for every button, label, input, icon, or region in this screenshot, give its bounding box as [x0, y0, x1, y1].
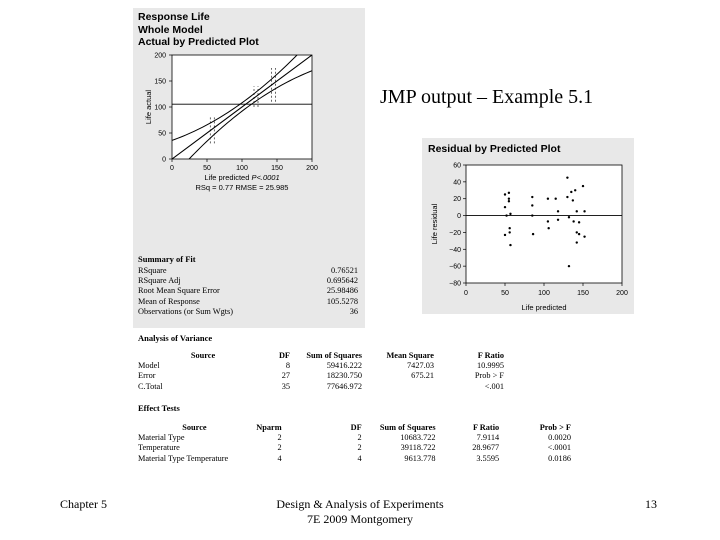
effect-cell: 0.0186	[548, 453, 571, 463]
residual-point	[555, 198, 557, 200]
effect-header: Prob > F	[539, 423, 571, 432]
residual-point	[508, 192, 510, 194]
residual-xtick-label: 200	[616, 290, 628, 297]
anova-cell: Prob > F	[474, 371, 504, 381]
residual-point	[504, 234, 506, 236]
anova-cell: Error	[138, 371, 156, 381]
anova-cell	[362, 382, 434, 392]
residual-xlabel: Life predicted	[521, 303, 567, 312]
summary-of-fit-title: Summary of Fit	[138, 254, 196, 264]
actual-xtick-label: 100	[236, 165, 248, 172]
residual-plot-area	[466, 165, 622, 283]
summary-row	[138, 266, 358, 276]
footer-chapter: Chapter 5	[60, 497, 107, 511]
residual-point	[509, 244, 511, 246]
residual-ytick-label: 60	[453, 162, 461, 170]
effect-cell: 4	[357, 453, 362, 463]
residual-point	[508, 231, 510, 233]
anova-table	[138, 351, 504, 392]
anova-cell: 8	[285, 361, 290, 371]
anova-header: F Ratio	[477, 351, 504, 360]
residual-point	[568, 216, 570, 218]
residual-xtick-label: 50	[501, 290, 509, 297]
summary-value: 0.695642	[326, 276, 358, 286]
effect-row	[138, 443, 571, 453]
actual-xlabel	[204, 173, 279, 182]
residual-point	[574, 189, 576, 191]
residual-point	[547, 227, 549, 229]
summary-label: Observations (or Sum Wgts)	[138, 306, 234, 316]
residual-xtick-label: 100	[538, 290, 550, 297]
anova-cell: C.Total	[138, 381, 163, 391]
residual-ytick-label: 0	[457, 213, 461, 221]
residual-point	[578, 233, 580, 235]
residual-point	[572, 199, 574, 201]
residual-ytick-label: −20	[449, 229, 461, 237]
actual-xtick-label: 200	[306, 165, 318, 172]
effect-cell: 0.0020	[548, 433, 571, 443]
summary-row	[138, 307, 358, 317]
residual-point	[557, 219, 559, 221]
anova-header: DF	[278, 351, 290, 360]
residual-point	[582, 185, 584, 187]
effect-cell: 9613.778	[404, 453, 436, 463]
residual-point	[505, 214, 507, 216]
residual-point	[508, 227, 510, 229]
residual-point	[576, 231, 578, 233]
slide-title: JMP output – Example 5.1	[380, 86, 594, 108]
footer-course-line2: 7E 2009 Montgomery	[307, 512, 413, 526]
actual-pvalue: P<.0001	[251, 173, 280, 182]
effect-cell: 2	[277, 443, 282, 453]
residual-xtick-label: 150	[577, 290, 589, 297]
anova-cell: 18230.750	[326, 371, 362, 381]
summary-value: 36	[349, 306, 358, 316]
footer-course	[240, 497, 480, 527]
effect-cell: Temperature	[138, 443, 180, 453]
effect-cell: 10683.722	[400, 433, 436, 443]
residual-point	[583, 235, 585, 237]
effect-tests-table	[138, 423, 571, 464]
actual-ylabel: Life actual	[144, 89, 153, 125]
anova-title: Analysis of Variance	[138, 333, 213, 343]
actual-xlabel-text: Life predicted	[204, 173, 250, 182]
summary-value: 0.76521	[331, 266, 358, 275]
residual-plot	[426, 160, 632, 312]
summary-label: RSquare Adj	[138, 276, 181, 286]
residual-ytick-label: 40	[453, 179, 461, 187]
effect-cell: Material Type Temperature	[138, 453, 229, 463]
residual-point	[566, 176, 568, 178]
residual-point	[568, 265, 570, 267]
anova-cell: 77646.972	[326, 381, 362, 391]
anova-row	[138, 382, 504, 392]
residual-point	[532, 233, 534, 235]
actual-ytick-label: 50	[158, 130, 166, 138]
residual-ylabel: Life residual	[430, 203, 439, 245]
residual-point	[572, 220, 574, 222]
residual-point	[576, 241, 578, 243]
summary-row	[138, 286, 358, 296]
effect-header: F Ratio	[472, 423, 500, 432]
effect-cell: <.0001	[547, 443, 571, 453]
residual-point	[508, 198, 510, 200]
anova-cell: 7427.03	[407, 361, 434, 371]
residual-point	[576, 210, 578, 212]
residual-point	[504, 206, 506, 208]
actual-by-predicted-heading: Actual by Predicted Plot	[138, 36, 259, 48]
anova-cell: 10.9995	[477, 361, 504, 371]
anova-cell: 675.21	[411, 371, 434, 381]
residual-point	[547, 220, 549, 222]
anova-cell: 59416.222	[326, 361, 362, 371]
summary-label: Mean of Response	[138, 296, 200, 306]
summary-value: 25.98486	[326, 286, 358, 296]
residual-point	[557, 210, 559, 212]
summary-label: RSquare	[138, 266, 167, 275]
effect-cell: 2	[357, 443, 362, 453]
residual-ytick-label: −40	[449, 246, 461, 254]
residual-point	[566, 196, 568, 198]
residual-point	[578, 221, 580, 223]
residual-ytick-label: 20	[453, 196, 461, 204]
actual-by-predicted-plot	[138, 50, 323, 205]
effect-header: Nparm	[256, 423, 282, 432]
footer-page-number: 13	[645, 497, 657, 511]
effect-tests-title: Effect Tests	[138, 403, 180, 413]
anova-row	[138, 361, 504, 371]
residual-title: Residual by Predicted Plot	[428, 143, 561, 155]
residual-point	[531, 204, 533, 206]
residual-xtick-label: 0	[464, 290, 468, 297]
anova-header: Sum of Squares	[306, 351, 362, 360]
residual-point	[504, 193, 506, 195]
footer-course-line1: Design & Analysis of Experiments	[276, 497, 444, 511]
residual-point	[509, 213, 511, 215]
effect-cell: 39118.722	[400, 443, 436, 453]
effect-cell: 28.9677	[472, 443, 500, 453]
summary-label: Root Mean Square Error	[138, 286, 220, 296]
residual-point	[508, 200, 510, 202]
residual-point	[547, 198, 549, 200]
actual-ytick-label: 0	[162, 156, 166, 164]
actual-xtick-label: 0	[170, 165, 174, 172]
actual-ytick-label: 150	[154, 78, 166, 86]
residual-ytick-label: −80	[449, 280, 461, 288]
effect-row	[138, 433, 571, 443]
anova-cell: 27	[281, 371, 290, 381]
anova-cell: <.001	[484, 381, 504, 391]
actual-xtick-label: 150	[271, 165, 283, 172]
actual-ytick-label: 100	[154, 104, 166, 112]
effect-cell: 4	[277, 453, 282, 463]
summary-row	[138, 276, 358, 286]
anova-row	[138, 371, 504, 381]
summary-row	[138, 297, 358, 307]
actual-ytick-label: 200	[154, 52, 166, 60]
anova-header: Mean Square	[386, 351, 434, 360]
effect-header: DF	[350, 423, 362, 432]
residual-point	[531, 214, 533, 216]
actual-xtick-label: 50	[203, 165, 211, 172]
residual-point	[583, 210, 585, 212]
residual-point	[570, 191, 572, 193]
effect-cell: 2	[277, 433, 282, 443]
effect-row	[138, 454, 571, 464]
actual-plot-header	[138, 11, 259, 49]
effect-header: Sum of Squares	[379, 423, 436, 432]
residual-ytick-label: −60	[449, 263, 461, 271]
effect-cell: Material Type	[138, 433, 185, 443]
actual-stats: RSq = 0.77 RMSE = 25.985	[195, 183, 289, 192]
effect-cell: 3.5595	[476, 453, 500, 463]
effect-header: Source	[182, 423, 207, 432]
summary-of-fit-table	[138, 266, 358, 317]
anova-cell: Model	[138, 361, 160, 371]
effect-cell: 7.9114	[476, 433, 500, 443]
anova-cell: 35	[281, 381, 290, 391]
effect-cell: 2	[357, 433, 362, 443]
whole-model-heading: Whole Model	[138, 23, 203, 36]
response-life-heading: Response Life	[138, 11, 210, 23]
residual-point	[531, 196, 533, 198]
anova-header: Source	[190, 351, 216, 360]
summary-value: 105.5278	[326, 296, 358, 306]
